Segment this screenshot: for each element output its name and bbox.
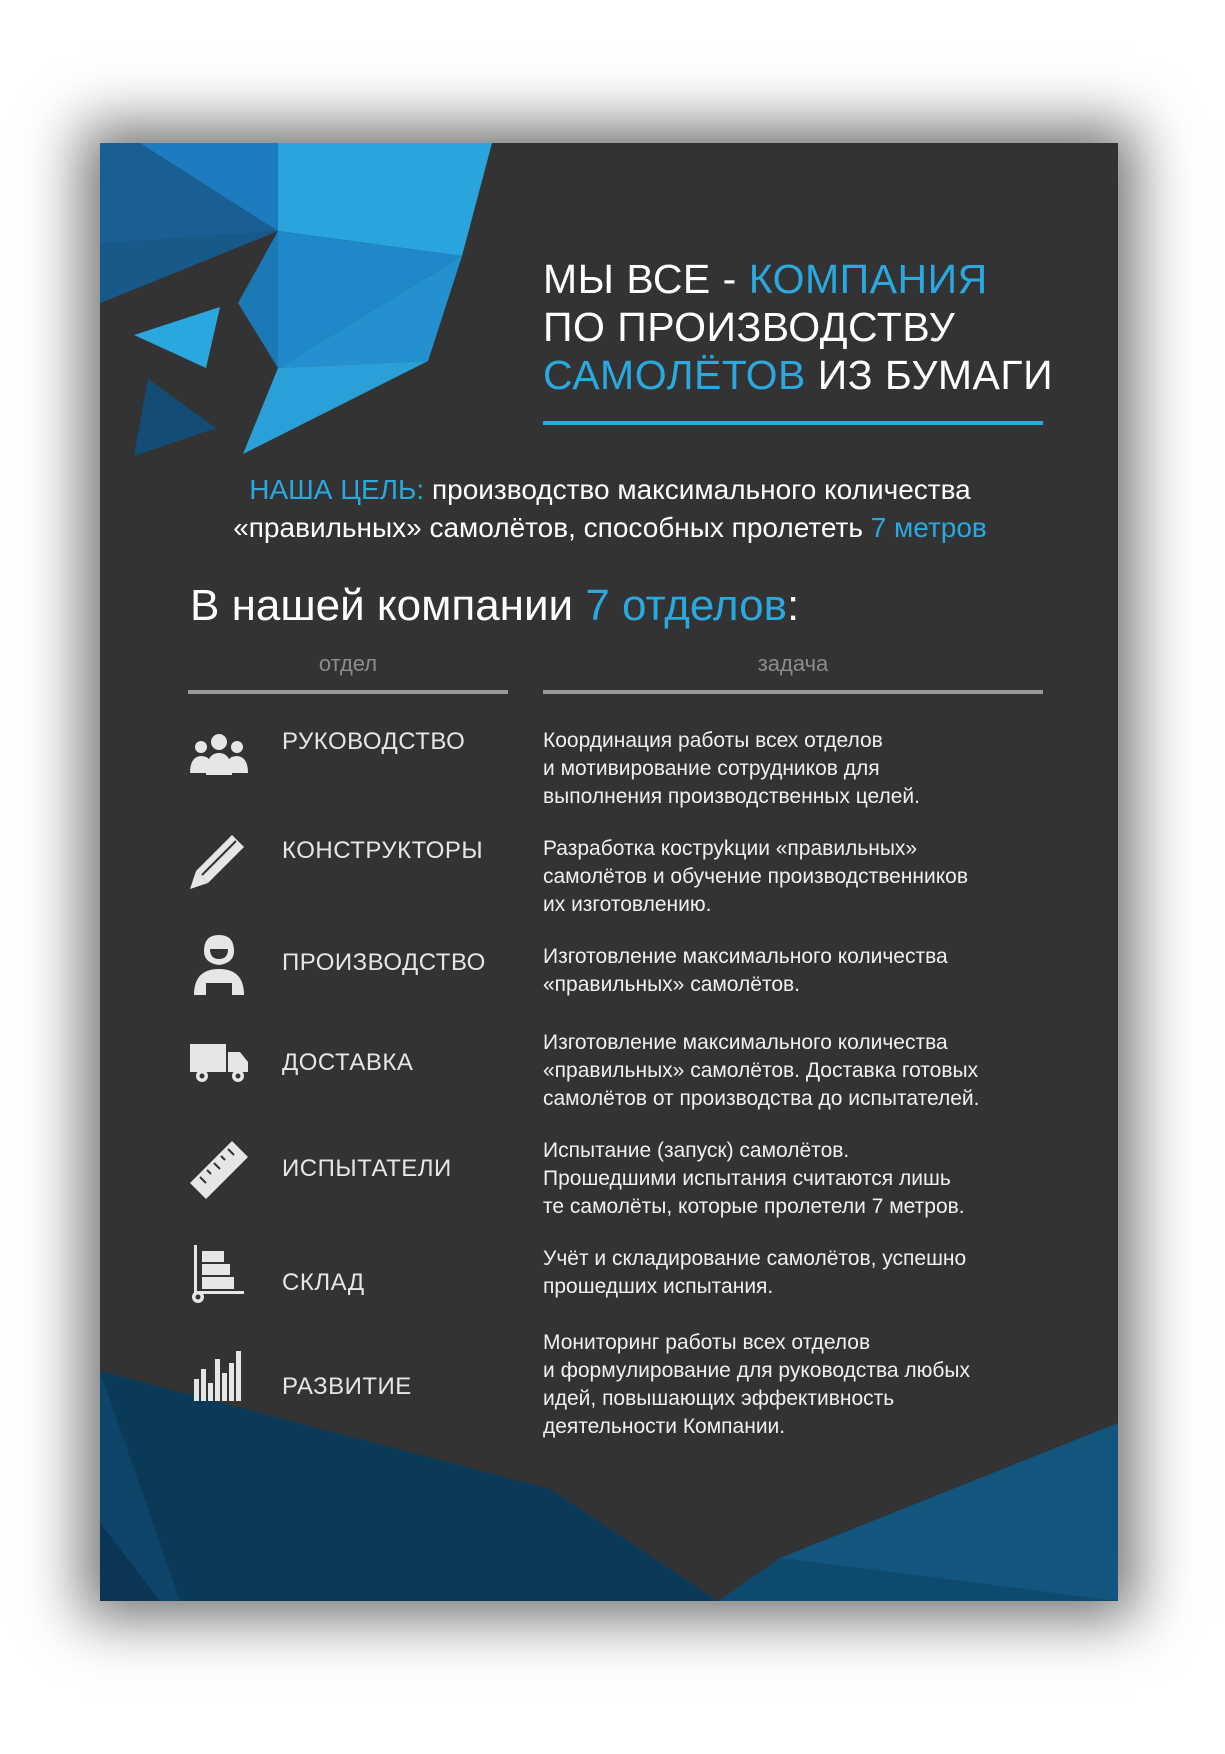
department-task: Учёт и складирование самолётов, успешно прошедших испытания. (543, 1247, 967, 1298)
goal-label: НАША ЦЕЛЬ: (249, 474, 425, 505)
title-text-3: ИЗ БУМАГИ (805, 352, 1054, 398)
page-title (543, 255, 1103, 399)
department-name: КОНСТРУКТОРЫ (282, 837, 484, 864)
title-highlight: КОМПАНИЯ (748, 256, 988, 302)
goal-statement (160, 471, 1060, 547)
department-name: СКЛАД (282, 1269, 365, 1296)
group-people-icon (188, 725, 250, 787)
truck-icon (188, 1030, 250, 1092)
department-name: ПРОИЗВОДСТВО (282, 949, 486, 976)
column-header-task: задача (757, 651, 829, 676)
title-text: МЫ ВСЕ - (543, 256, 749, 302)
department-name: РАЗВИТИЕ (282, 1373, 412, 1400)
department-task: Изготовление максимального количества «правильных» самолётов. Доставка готовых самолётов от производства до испытателей. (543, 1031, 980, 1110)
ruler-icon (188, 1137, 250, 1199)
column-divider-dept (188, 690, 508, 694)
goal-text: производство максимального количества «правильных» самолётов, способных пролететь (233, 474, 971, 543)
department-task: Мониторинг работы всех отделов и формулирование для руководства любых идей, повышающих эффективность деятельности Компании. (543, 1331, 971, 1438)
department-task: Разработка коструkции «правильных» самолётов и обучение производственников их изготовлению. (543, 837, 968, 916)
column-header-dept: отдел (318, 651, 378, 676)
department-name: ИСПЫТАТЕЛИ (282, 1155, 452, 1182)
department-name: РУКОВОДСТВО (282, 728, 466, 755)
department-task: Испытание (запуск) самолётов. Прошедшими испытания считаются лишь те самолёты, которые пролетели 7 метров. (543, 1139, 965, 1218)
worker-icon (188, 933, 250, 995)
column-divider-task (543, 690, 1043, 694)
intro-suffix: : (786, 581, 800, 630)
poster (100, 143, 1118, 1601)
department-task: Координация работы всех отделов и мотивирование сотрудников для выполнения производственных целей. (543, 729, 920, 808)
intro-text: В нашей компании (190, 581, 586, 630)
bar-chart-icon (188, 1343, 250, 1405)
title-line-2: ПО ПРОИЗВОДСТВУ (543, 304, 956, 350)
department-name: ДОСТАВКА (282, 1049, 414, 1076)
department-task: Изготовление максимального количества «правильных» самолётов. (543, 945, 948, 996)
departments-intro (190, 581, 799, 631)
pencil-icon (188, 829, 250, 891)
title-underline (543, 421, 1043, 425)
goal-highlight: 7 метров (870, 512, 987, 543)
title-highlight-2: САМОЛЁТОВ (543, 352, 806, 398)
hand-truck-icon (188, 1243, 250, 1305)
intro-highlight: 7 отделов (585, 581, 787, 630)
